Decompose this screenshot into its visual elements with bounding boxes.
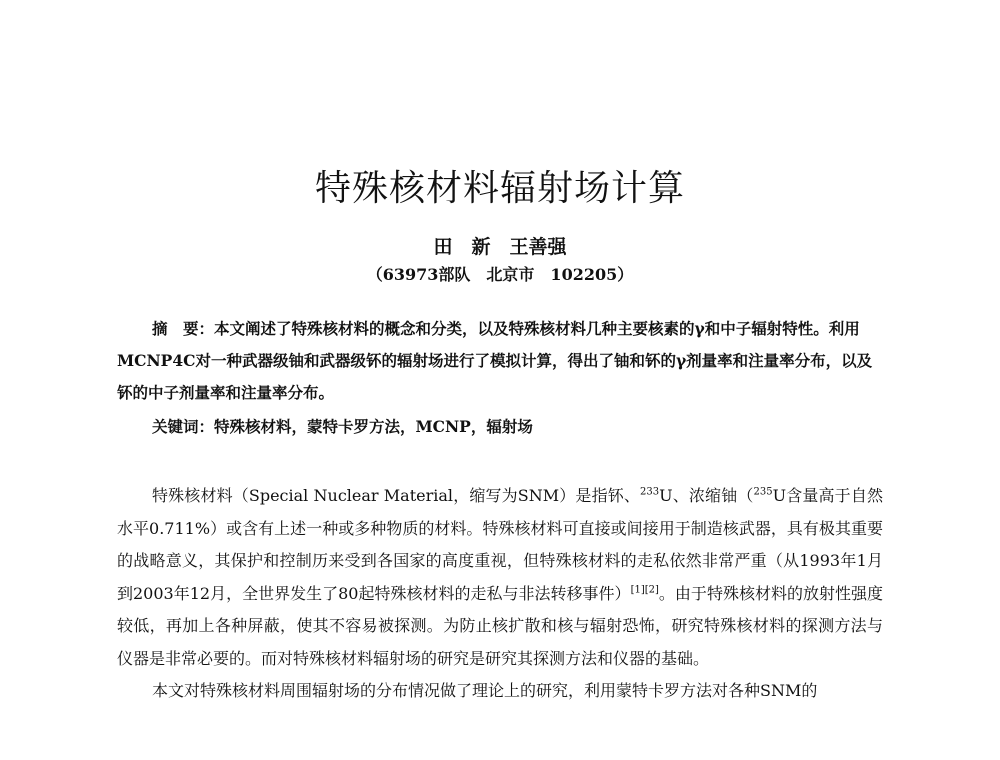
keywords-text: 特殊核材料，蒙特卡罗方法，MCNP，辐射场 [214,417,533,436]
body-text [117,480,883,708]
affiliation: （63973部队 北京市 102205） [366,265,634,284]
paper-title: 特殊核材料辐射场计算 [314,168,685,209]
superscript-233: 233 [640,486,660,498]
paragraph-2: 本文对特殊核材料周围辐射场的分布情况做了理论上的研究，利用蒙特卡罗方法对各种SNM的 [152,681,818,700]
abstract-text: 本文阐述了特殊核材料的概念和分类，以及特殊核材料几种主要核素的γ和中子辐射特性。利用MCNP4C对一种武器级铀和武器级钚的辐射场进行了模拟计算，得出了铀和钚的γ剂量率和注量率分布，以及钚的中子剂量率和注量率分布。 [117,319,873,402]
abstract-label: 摘 要： [152,319,215,338]
keywords [152,415,883,437]
paragraph-1: 特殊核材料（Special Nuclear Material，缩写为SNM）是指钚、$^{233}$U、浓缩铀（$^{235}$U含量高于自然水平0.711%）或含有上述一种或多种物质的材料。特殊核材料可直接或间接用于制造核武器，具有极其重要的战略意义，其保护和控制历来受到各国家的高度重视，但特殊核材料的走私依然非常严重（从1993年1月到2003年12月，全世界发生了80起特殊核材料的走私与非法转移事件）[1][2]。由于特殊核材料的放射性强度较低，再加上各种屏蔽，使其不容易被探测。为防止核扩散和核与辐射恐怖，研究特殊核材料的探测方法与仪器是非常必要的。而对特殊核材料辐射场的研究是研究其探测方法和仪器的基础。 [117,486,883,668]
abstract [117,313,883,409]
superscript-235: 235 [753,486,773,498]
authors: 田 新 王善强 [433,236,567,258]
keywords-label: 关键词： [152,417,215,436]
citation: [1][2] [630,584,659,596]
